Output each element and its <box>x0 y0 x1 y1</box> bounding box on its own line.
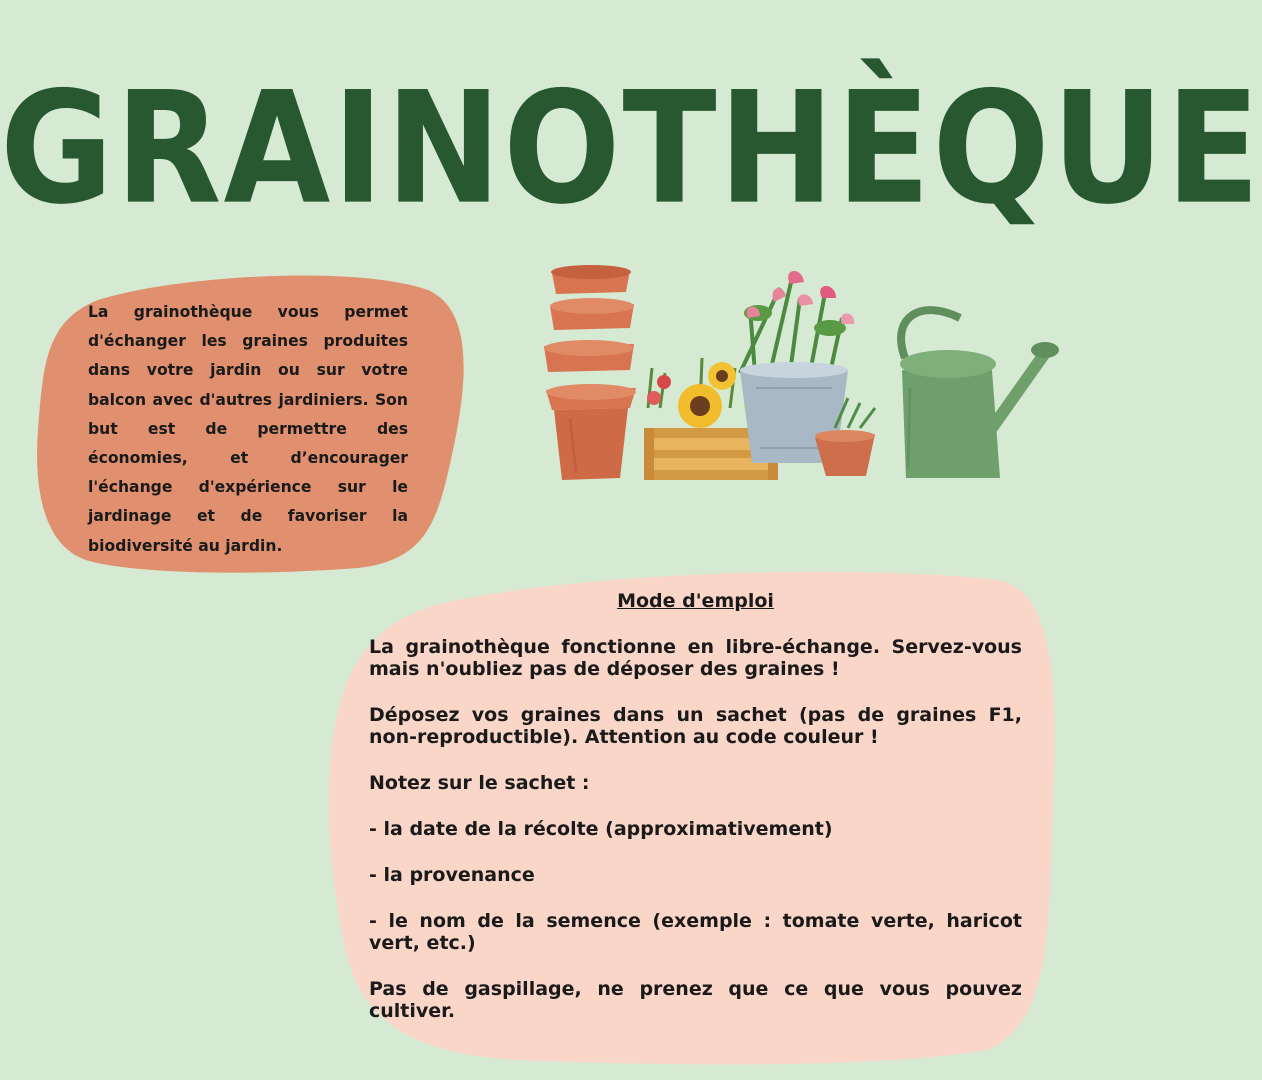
intro-text: La grainothèque vous permet d'échanger les graines produites dans votre jardin ou sur votre balcon avec d'autres jardiniers. Son but est de permettre des économies, et d’encourager l'échange d'expérience sur le jardinage et de favoriser la biodiversité au jardin. <box>88 303 408 555</box>
mode-list-item: - la date de la récolte (approximativement) <box>369 818 833 840</box>
mode-paragraph: Déposez vos graines dans un sachet (pas de graines F1, non-reproductible). Attention au code couleur ! <box>369 704 1022 748</box>
mode-paragraph: La grainothèque fonctionne en libre-échange. Servez-vous mais n'oubliez pas de déposer des graines ! <box>369 636 1022 680</box>
page-title: GRAINOTHÈQUE <box>0 58 1262 239</box>
sunflower-icon <box>678 362 736 428</box>
mode-title: Mode d'emploi <box>617 590 774 612</box>
mode-paragraph: Notez sur le sachet : <box>369 772 590 794</box>
watering-can-icon <box>900 310 1059 478</box>
mode-list-item: - le nom de la semence (exemple : tomate verte, haricot vert, etc.) <box>369 910 1022 954</box>
mode-content <box>369 590 1022 1046</box>
mode-paragraph: Pas de gaspillage, ne prenez que ce que vous pouvez cultiver. <box>369 978 1022 1022</box>
mode-list-item: - la provenance <box>369 864 535 886</box>
garden-illustration <box>530 258 1065 490</box>
stacked-terracotta-pots-icon <box>544 265 636 480</box>
